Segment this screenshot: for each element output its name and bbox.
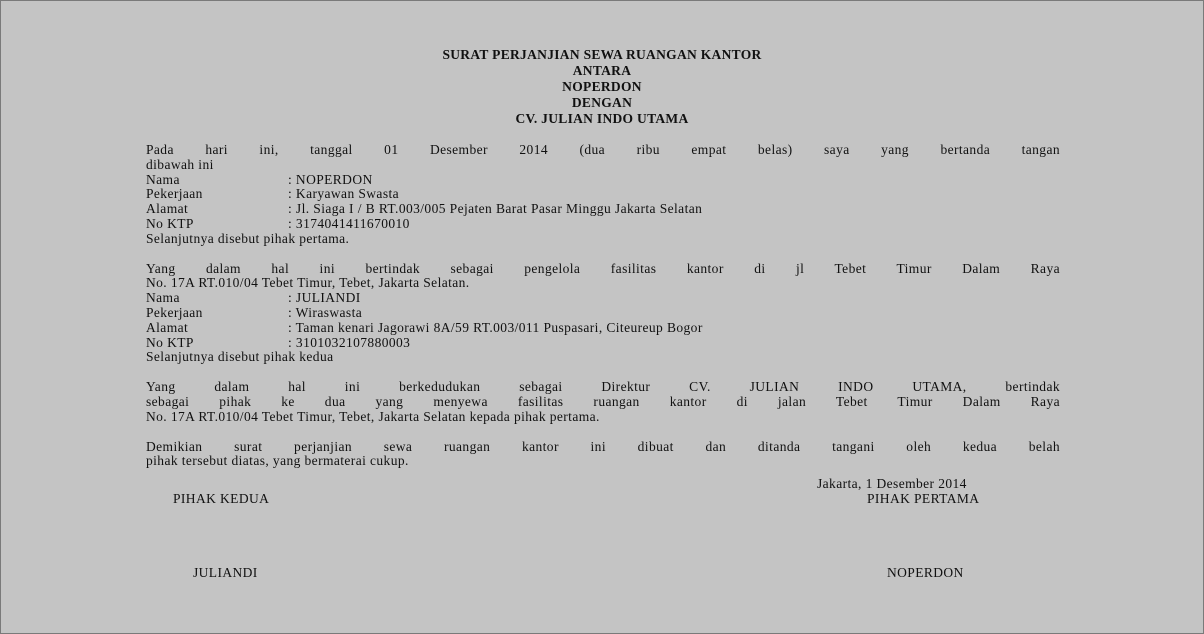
party2-name-value: : JULIANDI <box>288 290 361 306</box>
party2-address-label: Alamat <box>146 319 189 335</box>
right-signatory-name: NOPERDON <box>887 565 964 580</box>
party1-row-job <box>146 187 1060 202</box>
title-line-3: NOPERDON <box>562 79 642 94</box>
document-title <box>1 47 1203 127</box>
party1-job-value: : Karyawan Swasta <box>288 186 400 202</box>
party1-job-label: Pekerjaan <box>146 186 203 202</box>
party2-name-label: Nama <box>146 290 180 306</box>
party1-address-label: Alamat <box>146 201 189 217</box>
party2-details <box>146 262 1060 366</box>
party2-ktp-label: No KTP <box>146 334 194 350</box>
title-line-2: ANTARA <box>572 63 632 78</box>
party1-ktp-value: : 3174041411670010 <box>288 215 410 231</box>
director-line-3: No. 17A RT.010/04 Tebet Timur, Tebet, Jakarta Selatan kepada pihak pertama. <box>146 408 600 424</box>
title-line-1: SURAT PERJANJIAN SEWA RUANGAN KANTOR <box>442 47 762 62</box>
party1-row-address <box>146 202 1060 217</box>
closing-line-2: pihak tersebut diatas, yang bermaterai cukup. <box>146 453 409 469</box>
right-signatory-title: PIHAK PERTAMA <box>867 491 980 506</box>
closing-line-1: Demikian surat perjanjian sewa ruangan kantor ini dibuat dan ditanda tangani oleh kedua belah <box>146 438 1060 454</box>
intro-line-1: Pada hari ini, tanggal 01 Desember 2014 (dua ribu empat belas) saya yang bertanda tangan <box>146 142 1060 157</box>
party1-row-name <box>146 173 1060 188</box>
party2-row-name <box>146 291 1060 306</box>
party2-intro-line-1: Yang dalam hal ini bertindak sebagai pengelola fasilitas kantor di jl Tebet Timur Dalam Raya <box>146 260 1060 276</box>
party2-ktp-value: : 3101032107880003 <box>288 334 411 350</box>
left-signatory-name: JULIANDI <box>193 565 258 580</box>
intro-paragraph <box>146 143 1060 173</box>
party2-address-value: : Taman kenari Jagorawi 8A/59 RT.003/011 Puspasari, Citeureup Bogor <box>288 319 703 335</box>
party2-intro-line-2: No. 17A RT.010/04 Tebet Timur, Tebet, Jakarta Selatan. <box>146 275 470 291</box>
party2-closing: Selanjutnya disebut pihak kedua <box>146 349 334 365</box>
party1-row-ktp <box>146 217 1060 232</box>
party2-row-address <box>146 321 1060 336</box>
party1-ktp-label: No KTP <box>146 215 194 231</box>
director-line-1: Yang dalam hal ini berkedudukan sebagai Direktur CV. JULIAN INDO UTAMA, bertindak <box>146 379 1060 395</box>
party1-details <box>146 173 1060 247</box>
party2-job-value: : Wiraswasta <box>288 304 363 320</box>
place-date: Jakarta, 1 Desember 2014 <box>817 476 967 491</box>
closing-paragraph <box>146 440 1060 470</box>
party1-address-value: : Jl. Siaga I / B RT.003/005 Pejaten Barat Pasar Minggu Jakarta Selatan <box>288 201 703 217</box>
party2-row-ktp <box>146 336 1060 351</box>
party2-row-job <box>146 306 1060 321</box>
director-line-2: sebagai pihak ke dua yang menyewa fasilitas ruangan kantor di jalan Tebet Timur Dalam Raya <box>146 393 1060 409</box>
party1-name-value: : NOPERDON <box>288 171 373 187</box>
title-line-5: CV. JULIAN INDO UTAMA <box>515 111 689 126</box>
left-signatory-title: PIHAK KEDUA <box>173 491 270 506</box>
document-body <box>146 143 1060 469</box>
intro-line-2: dibawah ini <box>146 156 214 172</box>
title-line-4: DENGAN <box>571 95 633 110</box>
party1-closing: Selanjutnya disebut pihak pertama. <box>146 230 350 246</box>
party1-name-label: Nama <box>146 171 180 187</box>
director-paragraph <box>146 380 1060 424</box>
party2-job-label: Pekerjaan <box>146 304 203 320</box>
